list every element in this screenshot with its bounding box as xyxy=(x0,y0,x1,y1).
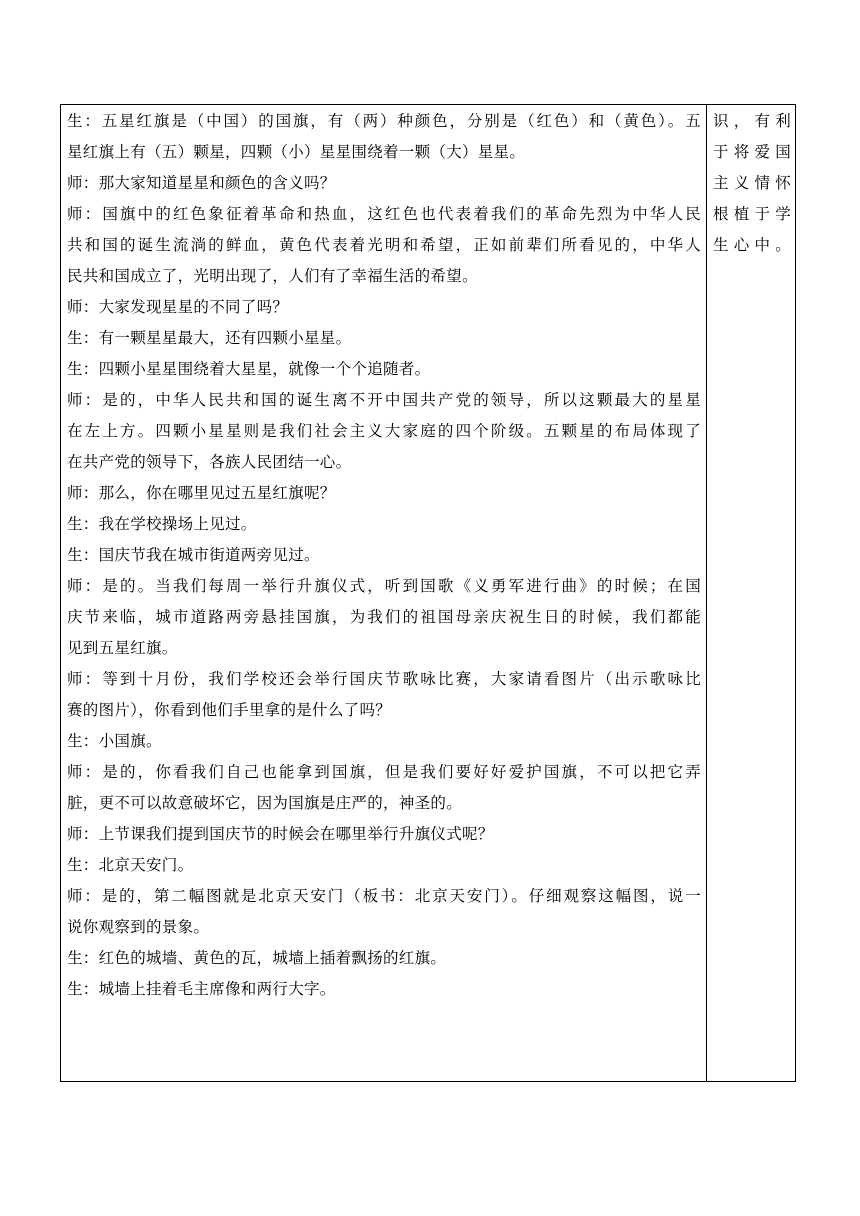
dialogue-line: 生：国庆节我在城市街道两旁见过。 xyxy=(67,546,320,564)
dialogue-line: 师：国旗中的红色象征着革命和热血，这红色也代表着我们的革命先烈为中华人民 xyxy=(67,205,701,223)
dialogue-line: 生：城墙上挂着毛主席像和两行大字。 xyxy=(67,980,336,998)
dialogue-line: 师：是的。当我们每周一举行升旗仪式，听到国歌《义勇军进行曲》的时候；在国 xyxy=(67,577,701,595)
lesson-dialogue-cell xyxy=(67,106,701,1005)
dialogue-line: 生：红色的城墙、黄色的瓦，城墙上插着飘扬的红旗。 xyxy=(67,949,447,967)
dialogue-line: 在左上方。四颗小星星则是我们社会主义大家庭的四个阶级。五颗星的布局体现了 xyxy=(67,422,701,440)
dialogue-line: 师：上节课我们提到国庆节的时候会在哪里举行升旗仪式呢？ xyxy=(67,825,494,843)
dialogue-line: 师：那么，你在哪里见过五星红旗呢？ xyxy=(67,484,336,502)
dialogue-line: 师：是的，第二幅图就是北京天安门（板书：北京天安门）。仔细观察这幅图，说一 xyxy=(67,887,701,905)
design-intent-line: 识，有利 xyxy=(713,112,791,130)
dialogue-line: 师：是的，中华人民共和国的诞生离不开中国共产党的领导，所以这颗最大的星星 xyxy=(67,391,701,409)
dialogue-line: 生：有一颗星星最大，还有四颗小星星。 xyxy=(67,329,352,347)
design-intent-line: 生心中。 xyxy=(713,236,791,254)
dialogue-line: 赛的图片），你看到他们手里拿的是什么了吗？ xyxy=(67,701,392,719)
dialogue-line: 庆节来临，城市道路两旁悬挂国旗，为我们的祖国母亲庆祝生日的时候，我们都能 xyxy=(67,608,701,626)
design-intent-line: 于将爱国 xyxy=(713,143,791,161)
dialogue-line: 师：那大家知道星星和颜色的含义吗？ xyxy=(67,174,336,192)
dialogue-line: 说你观察到的景象。 xyxy=(67,918,210,936)
dialogue-line: 共和国的诞生流淌的鲜血，黄色代表着光明和希望，正如前辈们所看见的，中华人 xyxy=(67,236,701,254)
dialogue-line: 星红旗上有（五）颗星，四颗（小）星星围绕着一颗（大）星星。 xyxy=(67,143,526,161)
design-intent-line: 主义情怀 xyxy=(713,174,791,192)
design-intent-cell xyxy=(713,106,791,261)
dialogue-line: 生：北京天安门。 xyxy=(67,856,194,874)
design-intent-line: 根植于学 xyxy=(713,205,791,223)
dialogue-line: 生：我在学校操场上见过。 xyxy=(67,515,257,533)
dialogue-line: 师：等到十月份，我们学校还会举行国庆节歌咏比赛，大家请看图片（出示歌咏比 xyxy=(67,670,701,688)
lesson-table xyxy=(60,104,796,1082)
dialogue-line: 民共和国成立了，光明出现了，人们有了幸福生活的希望。 xyxy=(67,267,478,285)
dialogue-line: 师：大家发现星星的不同了吗？ xyxy=(67,298,289,316)
dialogue-line: 生：小国旗。 xyxy=(67,732,162,750)
dialogue-line: 生：四颗小星星围绕着大星星，就像一个个追随者。 xyxy=(67,360,431,378)
dialogue-line: 脏，更不可以故意破坏它，因为国旗是庄严的，神圣的。 xyxy=(67,794,463,812)
dialogue-line: 见到五星红旗。 xyxy=(67,639,178,657)
dialogue-line: 生：五星红旗是（中国）的国旗，有（两）种颜色，分别是（红色）和（黄色）。五 xyxy=(67,112,701,130)
dialogue-line: 师：是的，你看我们自己也能拿到国旗，但是我们要好好爱护国旗，不可以把它弄 xyxy=(67,763,701,781)
column-divider xyxy=(706,105,707,1081)
dialogue-line: 在共产党的领导下，各族人民团结一心。 xyxy=(67,453,352,471)
